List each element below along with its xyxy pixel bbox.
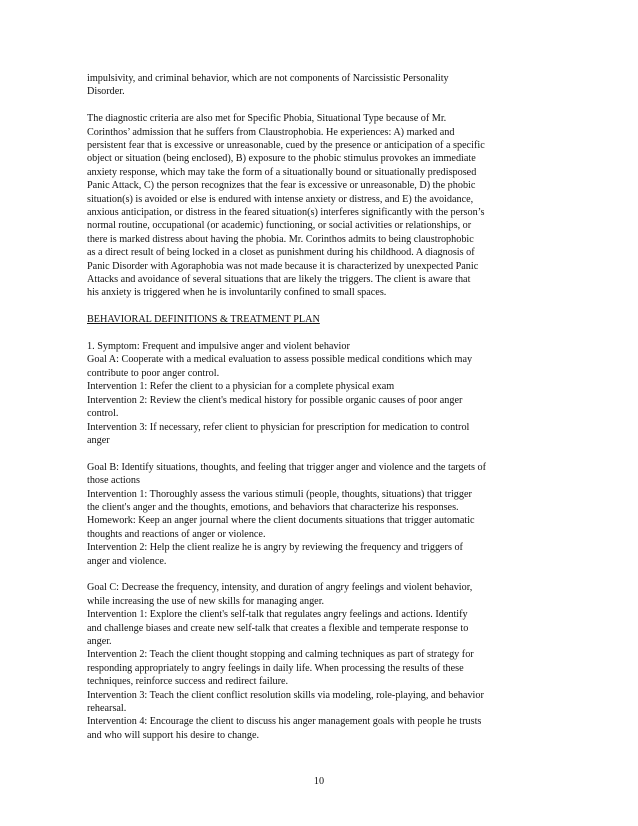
- goal-c: [87, 581, 557, 742]
- text-line: anxious anticipation, or distress in the feared situation(s) interferes significantly with the person’s: [87, 207, 485, 219]
- text-line: 1. Symptom: Frequent and impulsive anger and violent behavior: [87, 341, 350, 353]
- text-line: object or situation (being enclosed), B) exposure to the phobic stimulus provokes an immediate: [87, 153, 476, 165]
- text-line: situation(s) is avoided or else is endured with intense anxiety or distress, and E) the avoidance,: [87, 193, 474, 205]
- goal-b: [87, 461, 557, 568]
- text-line: Intervention 1: Refer the client to a physician for a complete physical exam: [87, 381, 395, 393]
- text-line: Intervention 2: Teach the client thought stopping and calming techniques as part of strategy for: [87, 649, 474, 661]
- text-line: Attacks and avoidance of several situations that are likely the triggers. The client is aware that: [87, 274, 471, 286]
- text-line: and challenge biases and create new self-talk that creates a flexible and temperate response to: [87, 622, 469, 634]
- text-line: those actions: [87, 475, 140, 487]
- text-line: anxiety response, which may take the form of a situationally bound or situationally predisposed: [87, 166, 477, 178]
- paragraph-specific-phobia: [87, 112, 557, 300]
- section-heading: [87, 313, 557, 326]
- text-line: responding appropriately to angry feelings in daily life. When processing the results of these: [87, 662, 464, 674]
- page-body: [87, 72, 557, 742]
- text-line: Goal B: Identify situations, thoughts, and feeling that trigger anger and violence and the targets of: [87, 461, 486, 473]
- text-line: and who will support his desire to change.: [87, 729, 260, 741]
- text-line: Homework: Keep an anger journal where the client documents situations that trigger automatic: [87, 515, 475, 527]
- text-line: Goal A: Cooperate with a medical evaluation to assess possible medical conditions which may: [87, 354, 473, 366]
- text-line: anger.: [87, 635, 112, 647]
- text-line: Panic Disorder with Agoraphobia was not made because it is characterized by unexpected Panic: [87, 260, 479, 272]
- text-line: there is marked distress about having the phobia. Mr. Corinthos admits to being claustrophobic: [87, 233, 474, 245]
- text-line: Intervention 4: Encourage the client to discuss his anger management goals with people he trusts: [87, 716, 482, 728]
- text-line: Intervention 3: If necessary, refer client to physician for prescription for medication to control: [87, 421, 470, 433]
- text-line: his anxiety is triggered when he is involuntarily confined to small spaces.: [87, 287, 387, 299]
- text-line: Intervention 1: Explore the client's self-talk that regulates angry feelings and actions. Identify: [87, 609, 468, 621]
- page-number: 10: [313, 776, 325, 787]
- text-line: anger: [87, 434, 110, 446]
- text-line: contribute to poor anger control.: [87, 367, 220, 379]
- text-line: anger and violence.: [87, 555, 167, 567]
- text-line: techniques, reinforce success and redirect failure.: [87, 676, 289, 688]
- text-line: Intervention 2: Help the client realize he is angry by reviewing the frequency and triggers of: [87, 542, 463, 554]
- paragraph-narcissistic-continuation: [87, 72, 557, 99]
- text-line: Intervention 3: Teach the client conflict resolution skills via modeling, role-playing, and behavior: [87, 689, 484, 701]
- text-line: The diagnostic criteria are also met for Specific Phobia, Situational Type because of Mr.: [87, 113, 447, 125]
- text-line: Goal C: Decrease the frequency, intensity, and duration of angry feelings and violent behavior,: [87, 582, 473, 594]
- text-line: Intervention 1: Thoroughly assess the various stimuli (people, thoughts, situations) that trigger: [87, 488, 472, 500]
- text-line: while increasing the use of new skills for managing anger.: [87, 595, 325, 607]
- text-line: as a direct result of being locked in a closet as punishment during his childhood. A diagnosis of: [87, 247, 475, 259]
- text-line: impulsivity, and criminal behavior, which are not components of Narcissistic Personality: [87, 73, 449, 84]
- text-line: Intervention 2: Review the client's medical history for possible organic causes of poor anger: [87, 394, 463, 406]
- text-line: persistent fear that is excessive or unreasonable, cued by the presence or anticipation of a specific: [87, 140, 485, 152]
- symptom-goal-a: [87, 340, 557, 447]
- heading-text: BEHAVIORAL DEFINITIONS & TREATMENT PLAN: [87, 314, 320, 326]
- text-line: rehearsal.: [87, 703, 127, 715]
- text-line: normal routine, occupational (or academic) functioning, or social activities or relationships, or: [87, 220, 472, 232]
- text-line: Corinthos’ admission that he suffers from Claustrophobia. He experiences: A) marked and: [87, 126, 455, 138]
- text-line: thoughts and reactions of anger or violence.: [87, 528, 266, 540]
- text-line: Panic Attack, C) the person recognizes that the fear is excessive or unreasonable, D) the phobic: [87, 180, 476, 192]
- text-line: Disorder.: [87, 86, 125, 98]
- text-line: the client's anger and the thoughts, emotions, and behaviors that characterize his responses.: [87, 501, 459, 513]
- text-line: control.: [87, 408, 119, 420]
